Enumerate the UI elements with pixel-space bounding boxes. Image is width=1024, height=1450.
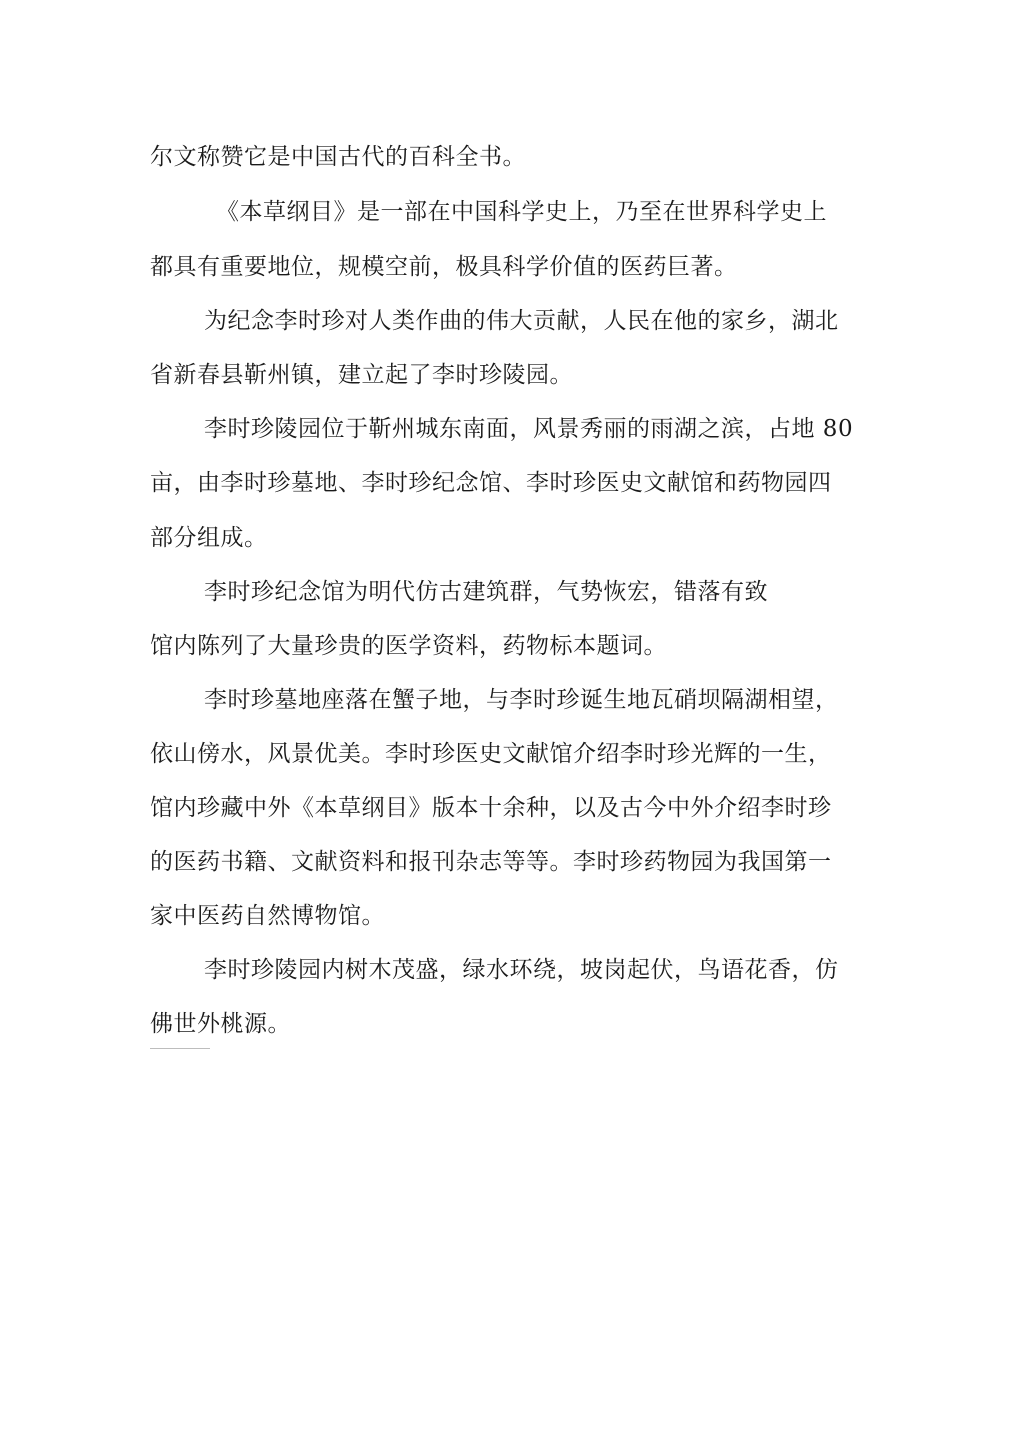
text-line: 馆内珍藏中外《本草纲目》版本十余种，以及古今中外介绍李时珍 <box>150 795 832 821</box>
text-line: 亩，由李时珍墓地、李时珍纪念馆、李时珍医史文献馆和药物园四 <box>150 470 832 496</box>
text-line: 为纪念李时珍对人类作曲的伟大贡献，人民在他的家乡，湖北 <box>204 308 839 334</box>
footnote-rule <box>150 1048 210 1049</box>
text-line: 李时珍墓地座落在蟹子地，与李时珍诞生地瓦硝坝隔湖相望， <box>204 687 839 713</box>
text-line: 李时珍陵园位于靳州城东南面，风景秀丽的雨湖之滨，占地 80 <box>204 416 854 442</box>
text-line: 李时珍陵园内树木茂盛，绿水环绕，坡岗起伏，鸟语花香，仿 <box>204 957 839 983</box>
text-line: 都具有重要地位，规模空前，极具科学价值的医药巨著。 <box>150 254 738 280</box>
text-line: 尔文称赞它是中国古代的百科全书。 <box>150 144 526 170</box>
text-line: 李时珍纪念馆为明代仿古建筑群，气势恢宏，错落有致 <box>204 579 768 605</box>
text-line: 佛世外桃源。 <box>150 1011 291 1037</box>
text-line: 家中医药自然博物馆。 <box>150 903 385 929</box>
text-line: 省新春县靳州镇，建立起了李时珍陵园。 <box>150 362 573 388</box>
text-line: 《本草纲目》是一部在中国科学史上，乃至在世界科学史上 <box>216 199 827 225</box>
text-line: 的医药书籍、文献资料和报刊杂志等等。李时珍药物园为我国第一 <box>150 849 832 875</box>
text-line: 馆内陈列了大量珍贵的医学资料，药物标本题词。 <box>150 633 667 659</box>
text-line: 依山傍水，风景优美。李时珍医史文献馆介绍李时珍光辉的一生， <box>150 741 832 767</box>
text-line: 部分组成。 <box>150 525 268 551</box>
